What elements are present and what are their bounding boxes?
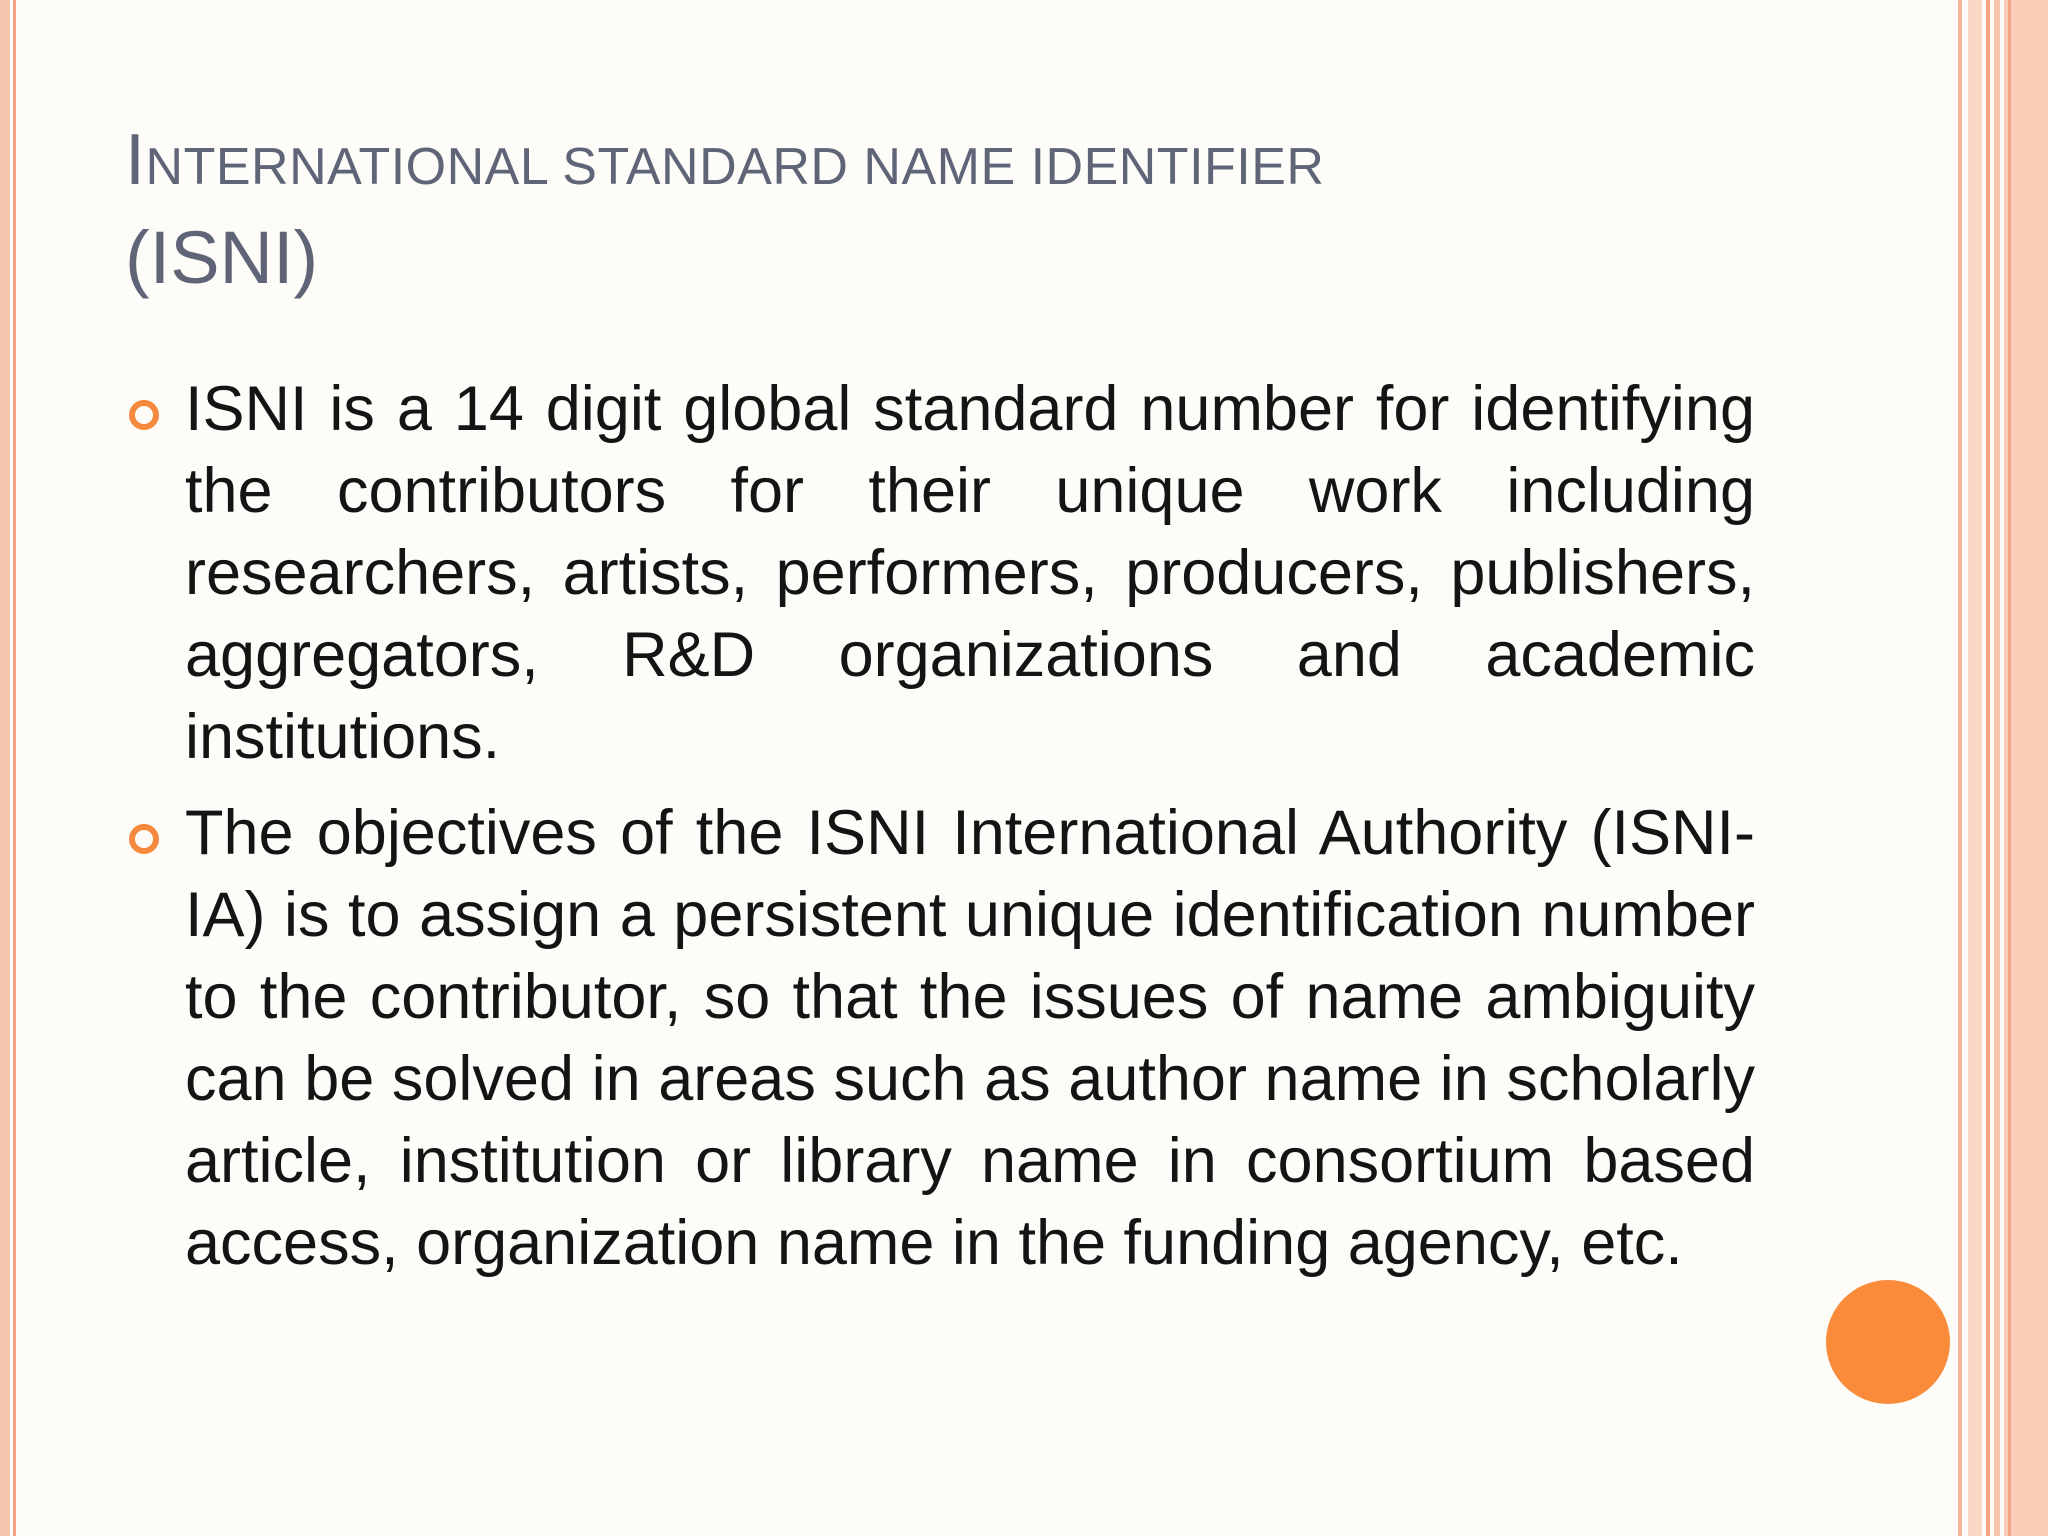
slide-title: [125, 112, 1765, 301]
left-border-line: [13, 0, 16, 1536]
right-stripe-decoration: [1958, 0, 1962, 1536]
title-first-letter: I: [125, 120, 146, 200]
left-border-decoration: [0, 0, 10, 1536]
orange-circle-decoration-icon: [1826, 1280, 1950, 1404]
slide-title-line1: [125, 112, 1765, 215]
hollow-circle-bullet-icon: [129, 824, 159, 854]
bullet-text: ISNI is a 14 digit global standard number for identifying the contributors for their unique work including researchers, artists, performers, producers, publishers, aggregators, R&D organizations and academic institutions.: [185, 374, 1755, 772]
right-stripe-decoration: [2008, 0, 2011, 1536]
bullet-item: [125, 368, 1755, 778]
right-stripe-decoration: [1968, 0, 1982, 1536]
slide-title-line2: (ISNI): [125, 216, 319, 299]
right-stripe-decoration: [1994, 0, 2000, 1536]
bullet-item: [125, 792, 1755, 1284]
title-rest: NTERNATIONAL STANDARD NAME IDENTIFIER: [145, 138, 1325, 196]
right-stripe-decoration: [1986, 0, 1990, 1536]
hollow-circle-bullet-icon: [129, 400, 159, 430]
bullet-list: [125, 368, 1755, 1298]
bullet-text: The objectives of the ISNI International Authority (ISNI-IA) is to assign a persistent unique identification number to the contributor, so that the issues of name ambiguity can be solved in areas such as author name in scholarly article, institution or library name in consortium based access, organization name in the funding agency, etc.: [185, 798, 1755, 1278]
